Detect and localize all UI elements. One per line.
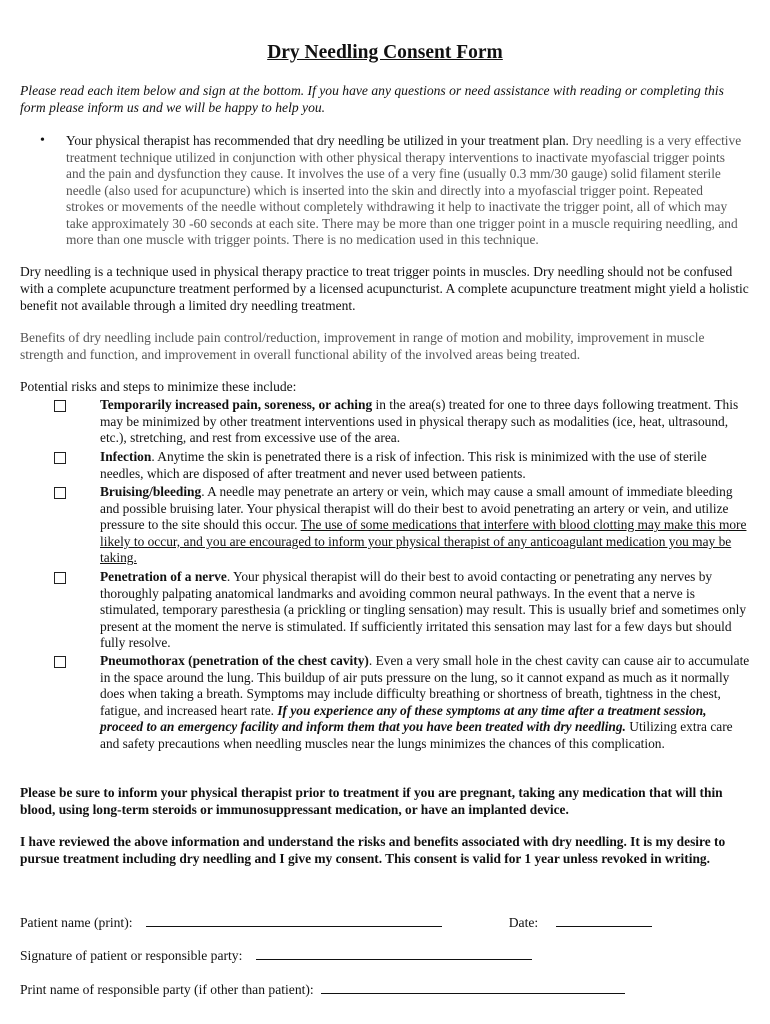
risk-item-nerve xyxy=(20,569,750,652)
risk-text: . Your physical therapist will do their best to avoid contacting or penetrating any nerves by thoroughly palpating anatomical landmarks and avoiding common neural pathways. In the event that a nerve is stimulated, temporary paresthesia (a prickling or tingling sensation) may result. This is usually brief and sometimes only present at the moment the nerve is stimulated. If sufficiently irritated this sensation may last for a few days but should fully resolve. xyxy=(100,569,747,651)
patient-name-label: Patient name (print): xyxy=(20,915,133,930)
patient-name-row xyxy=(20,914,652,931)
signature-label: Signature of patient or responsible party: xyxy=(20,948,243,963)
patient-name-field[interactable] xyxy=(146,914,442,927)
checkbox-icon[interactable] xyxy=(54,452,66,464)
risk-title: Infection xyxy=(100,449,152,464)
bullet-dot-icon: • xyxy=(40,133,45,148)
risk-item-pain xyxy=(20,397,750,447)
risk-text: in the area(s) treated for one to three days following treatment. This may be minimized by other treatment interventions used in physical therapy such as modalities (ice, heat, ultrasound, etc.), stretching, and rest from excessive use of the area. xyxy=(100,397,739,446)
risk-item-pneumothorax xyxy=(20,653,750,753)
signature-row xyxy=(20,947,532,964)
date-label: Date: xyxy=(508,915,539,930)
risk-text: . Even a very small hole in the chest cavity can cause air to accumulate in the space around the lung. This buildup of air puts pressure on the lung, so it cannot expand as much as it normally does when taking a breath. Symptoms may include difficulty breathing or shortness of breath, tightness in the chest, fatigue, and increased heart rate. xyxy=(100,653,750,718)
signature-field[interactable] xyxy=(256,947,532,960)
consent-statement: I have reviewed the above information and understand the risks and benefits associated with dry needling. It is my desire to pursue treatment including dry needling and I give my consent. This consent is valid for 1 year unless revoked in writing. xyxy=(20,834,726,866)
risk-tail: Utilizing extra care and safety precautions when needling muscles near the lungs minimizes the chances of this complication. xyxy=(100,719,733,751)
bullet-rest: Dry needling is a very effective treatment technique utilized in conjunction with other physical therapy interventions to inactivate myofascial trigger points and the pain and dysfunction they cause. It involves the use of a very fine (usually 0.3 mm/30 gauge) solid filament sterile needle (also used for acupuncture) which is inserted into the skin and directly into a myofascial trigger point. Repeated strokes or movements of the needle without completely withdrawing it help to inactivate the trigger point, all of which may take approximately 30 -60 seconds at each site. There may be more than one trigger point in a muscle requiring needling, and more than one muscle with trigger points. There is no medication used in this technique. xyxy=(66,133,742,247)
checkbox-icon[interactable] xyxy=(54,400,66,412)
responsible-party-label: Print name of responsible party (if other than patient): xyxy=(20,982,314,997)
risk-title: Temporarily increased pain, soreness, or aching xyxy=(100,397,373,412)
bullet-text xyxy=(66,133,742,249)
risks-heading: Potential risks and steps to minimize these include: xyxy=(20,379,297,394)
risk-text: . Anytime the skin is penetrated there is a risk of infection. This risk is minimized with the use of sterile needles, which are disposed of after treatment and never used between patients. xyxy=(100,449,707,481)
risk-title: Penetration of a nerve xyxy=(100,569,227,584)
pre-treatment-notice: Please be sure to inform your physical therapist prior to treatment if you are pregnant, taking any medication that will thin blood, using long-term steroids or immunosuppressant medication, or have an implanted device. xyxy=(20,785,723,817)
risk-emergency-warning: If you experience any of these symptoms at any time after a treatment session, proceed to an emergency facility and inform them that you have been treated with dry needling. xyxy=(100,702,707,735)
risk-title: Bruising/bleeding xyxy=(100,484,202,499)
risk-anticoagulant-warning: The use of some medications that interfere with blood clotting may make this more likely to occur, and you are encouraged to inform your physical therapist of any anticoagulant medication you may be taking. xyxy=(100,517,747,566)
recommendation-bullet xyxy=(20,133,750,249)
benefits-paragraph: Benefits of dry needling include pain control/reduction, improvement in range of motion and mobility, improvement in muscle strength and function, and improvement in overall functional ability of the involved areas being treated. xyxy=(20,330,705,362)
intro-instructions: Please read each item below and sign at the bottom. If you have any questions or need assistance with reading or completing this form please inform us and we will be happy to help you. xyxy=(20,83,724,115)
risk-title: Pneumothorax (penetration of the chest cavity) xyxy=(100,653,369,668)
responsible-party-field[interactable] xyxy=(321,981,625,994)
responsible-party-row xyxy=(20,981,625,998)
risk-item-infection xyxy=(20,449,750,482)
checkbox-icon[interactable] xyxy=(54,487,66,499)
bullet-lead: Your physical therapist has recommended that dry needling be utilized in your treatment plan. xyxy=(66,133,573,148)
dry-needling-description: Dry needling is a technique used in physical therapy practice to treat trigger points in muscles. Dry needling should not be confused with a complete acupuncture treatment performed by a licensed acupuncturist. A complete acupuncture treatment might yield a holistic benefit not available through a limited dry needling treatment. xyxy=(20,264,749,313)
checkbox-icon[interactable] xyxy=(54,656,66,668)
risk-item-bruising xyxy=(20,484,750,567)
date-field[interactable] xyxy=(556,914,652,927)
form-title: Dry Needling Consent Form xyxy=(267,42,503,63)
risk-text: . A needle may penetrate an artery or vein, which may cause a small amount of immediate bleeding and possible bruising later. Your physical therapist will do their best to avoid penetrating an artery or vein, and utilize pressure to the site should this occur. xyxy=(100,484,733,533)
checkbox-icon[interactable] xyxy=(54,572,66,584)
